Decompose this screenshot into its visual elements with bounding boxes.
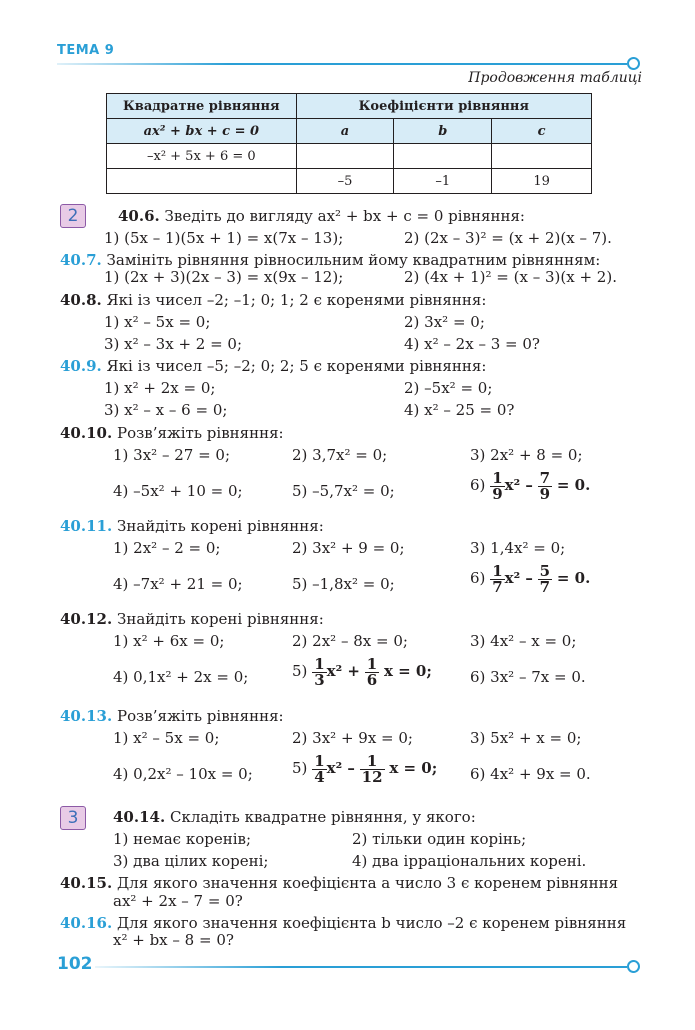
problem-40-12 bbox=[60, 610, 324, 628]
problem-40-11-item-1: 1) 2x² – 2 = 0; bbox=[113, 539, 221, 557]
fraction bbox=[365, 654, 379, 689]
problem-number: 40.13. bbox=[60, 707, 113, 725]
problem-40-14-item-3: 3) два цілих корені; bbox=[113, 852, 269, 870]
problem-text: Замініть рівняння рівносильним йому квадратним рівнянням: bbox=[106, 251, 601, 269]
fraction bbox=[538, 468, 552, 503]
problem-40-13-item-4: 4) 0,2x² – 10x = 0; bbox=[113, 765, 253, 783]
denominator: 3 bbox=[314, 670, 325, 689]
fraction bbox=[490, 561, 504, 596]
problem-40-10-item-5: 5) –5,7x² = 0; bbox=[292, 482, 395, 500]
problem-40-10 bbox=[60, 424, 284, 442]
problem-text: Для якого значення коефіцієнта a число 3 є коренем рівняння bbox=[116, 874, 619, 892]
problem-40-13-item-3: 3) 5x² + x = 0; bbox=[470, 729, 582, 747]
problem-40-6-item-2: 2) (2x – 3)² = (x + 2)(x – 7). bbox=[404, 229, 612, 247]
problem-40-8-item-2: 2) 3x² = 0; bbox=[404, 313, 485, 331]
problem-40-11-item-3: 3) 1,4x² = 0; bbox=[470, 539, 566, 557]
problem-number: 40.14. bbox=[113, 808, 166, 826]
problem-40-7 bbox=[60, 251, 600, 269]
problem-number: 40.15. bbox=[60, 874, 113, 892]
table-cell bbox=[296, 144, 394, 169]
problem-40-14-item-4: 4) два ірраціональних корені. bbox=[352, 852, 587, 870]
expression: x² – bbox=[504, 569, 533, 587]
problem-number: 40.12. bbox=[60, 610, 113, 628]
problem-40-10-item-4: 4) –5x² + 10 = 0; bbox=[113, 482, 243, 500]
theme-label: ТЕМА 9 bbox=[57, 43, 115, 58]
table-cell: b bbox=[394, 119, 492, 144]
problem-text: Зведіть до вигляду ax² + bx + c = 0 рівняння: bbox=[164, 207, 525, 225]
denominator: 7 bbox=[492, 577, 503, 596]
problem-text: Які із чисел –2; –1; 0; 1; 2 є коренями рівняння: bbox=[106, 291, 487, 309]
table-cell bbox=[107, 169, 297, 194]
numerator: 1 bbox=[314, 654, 325, 673]
problem-40-9-item-1: 1) x² + 2x = 0; bbox=[104, 379, 216, 397]
expression: x² – bbox=[504, 476, 533, 494]
problem-40-7-item-1: 1) (2x + 3)(2x – 3) = x(9x – 12); bbox=[104, 268, 344, 286]
problem-40-16 bbox=[60, 914, 626, 932]
problem-40-14-item-2: 2) тільки один корінь; bbox=[352, 830, 527, 848]
numerator: 1 bbox=[360, 754, 385, 770]
expression: x = 0; bbox=[389, 759, 438, 777]
problem-40-12-item-2: 2) 2x² – 8x = 0; bbox=[292, 632, 408, 650]
table-cell: –x² + 5x + 6 = 0 bbox=[107, 144, 297, 169]
level-3-icon: 3 bbox=[60, 806, 86, 830]
problem-40-10-item-1: 1) 3x² – 27 = 0; bbox=[113, 446, 231, 464]
top-rule bbox=[57, 63, 627, 65]
item-label: 6) bbox=[470, 569, 486, 587]
problem-40-12-item-4: 4) 0,1x² + 2x = 0; bbox=[113, 668, 249, 686]
page-number: 102 bbox=[57, 954, 93, 974]
problem-40-8 bbox=[60, 291, 486, 309]
problem-40-11-item-6 bbox=[470, 563, 590, 595]
problem-40-13-item-1: 1) x² – 5x = 0; bbox=[113, 729, 220, 747]
numerator: 1 bbox=[314, 751, 325, 770]
problem-40-13 bbox=[60, 707, 284, 725]
table-cell bbox=[492, 144, 592, 169]
problem-40-13-item-2: 2) 3x² + 9x = 0; bbox=[292, 729, 413, 747]
problem-40-13-item-5 bbox=[292, 753, 437, 785]
problem-text: Які із чисел –5; –2; 0; 2; 5 є коренями рівняння: bbox=[106, 357, 487, 375]
problem-number: 40.9. bbox=[60, 357, 102, 375]
fraction bbox=[360, 751, 385, 786]
problem-40-15 bbox=[60, 874, 618, 892]
table-header-coefficients: Коефіцієнти рівняння bbox=[296, 94, 591, 119]
top-rule-circle bbox=[627, 57, 640, 70]
problem-40-9-item-2: 2) –5x² = 0; bbox=[404, 379, 493, 397]
table-cell: –5 bbox=[296, 169, 394, 194]
problem-40-15-line-2: ax² + 2x – 7 = 0? bbox=[113, 892, 243, 910]
table-cell: ax² + bx + c = 0 bbox=[107, 119, 297, 144]
problem-text: Знайдіть корені рівняння: bbox=[116, 517, 324, 535]
problem-number: 40.6. bbox=[118, 207, 160, 225]
numerator: 7 bbox=[539, 468, 551, 487]
problem-number: 40.16. bbox=[60, 914, 113, 932]
fraction bbox=[312, 751, 326, 786]
problem-number: 40.10. bbox=[60, 424, 113, 442]
problem-text: Складіть квадратне рівняння, у якого: bbox=[169, 808, 476, 826]
problem-40-10-item-2: 2) 3,7x² = 0; bbox=[292, 446, 388, 464]
problem-40-10-item-3: 3) 2x² + 8 = 0; bbox=[470, 446, 583, 464]
problem-40-12-item-3: 3) 4x² – x = 0; bbox=[470, 632, 577, 650]
numerator: 1 bbox=[492, 561, 503, 580]
problem-40-8-item-3: 3) x² – 3x + 2 = 0; bbox=[104, 335, 243, 353]
problem-number: 40.8. bbox=[60, 291, 102, 309]
problem-40-14-item-1: 1) немає коренів; bbox=[113, 830, 251, 848]
expression: x² – bbox=[326, 759, 355, 777]
expression: = 0. bbox=[556, 569, 591, 587]
level-2-icon: 2 bbox=[60, 204, 86, 228]
problem-40-9-item-3: 3) x² – x – 6 = 0; bbox=[104, 401, 228, 419]
problem-40-11-item-5: 5) –1,8x² = 0; bbox=[292, 575, 395, 593]
problem-number: 40.11. bbox=[60, 517, 113, 535]
problem-40-7-item-2: 2) (4x + 1)² = (x – 3)(x + 2). bbox=[404, 268, 617, 286]
problem-40-9-item-4: 4) x² – 25 = 0? bbox=[404, 401, 515, 419]
table-cell: a bbox=[296, 119, 394, 144]
expression: x = 0; bbox=[383, 662, 432, 680]
continuation-caption: Продовження таблиці bbox=[468, 70, 642, 86]
item-label: 6) bbox=[470, 476, 486, 494]
problem-40-8-item-1: 1) x² – 5x = 0; bbox=[104, 313, 211, 331]
numerator: 1 bbox=[492, 468, 503, 487]
problem-text: Розв’яжіть рівняння: bbox=[116, 424, 284, 442]
problem-40-12-item-6: 6) 3x² – 7x = 0. bbox=[470, 668, 586, 686]
fraction bbox=[490, 468, 504, 503]
problem-40-12-item-5 bbox=[292, 656, 432, 688]
table-cell: 19 bbox=[492, 169, 592, 194]
problem-40-11 bbox=[60, 517, 324, 535]
denominator: 4 bbox=[314, 767, 325, 786]
problem-40-10-item-6 bbox=[470, 470, 590, 502]
problem-40-8-item-4: 4) x² – 2x – 3 = 0? bbox=[404, 335, 540, 353]
problem-40-12-item-1: 1) x² + 6x = 0; bbox=[113, 632, 225, 650]
coefficients-table bbox=[106, 93, 592, 194]
problem-text: Знайдіть корені рівняння: bbox=[116, 610, 324, 628]
numerator: 1 bbox=[366, 654, 378, 673]
problem-40-11-item-2: 2) 3x² + 9 = 0; bbox=[292, 539, 405, 557]
problem-number: 40.7. bbox=[60, 251, 102, 269]
denominator: 7 bbox=[539, 577, 551, 596]
expression: = 0. bbox=[556, 476, 591, 494]
table-header-equation: Квадратне рівняння bbox=[107, 94, 297, 119]
problem-40-16-line-2: x² + bx – 8 = 0? bbox=[113, 931, 234, 949]
item-label: 5) bbox=[292, 662, 308, 680]
table-cell bbox=[394, 144, 492, 169]
problem-text: Для якого значення коефіцієнта b число –2 є коренем рівняння bbox=[116, 914, 627, 932]
item-label: 5) bbox=[292, 759, 308, 777]
problem-40-14 bbox=[113, 808, 476, 826]
problem-40-11-item-4: 4) –7x² + 21 = 0; bbox=[113, 575, 243, 593]
table-cell: –1 bbox=[394, 169, 492, 194]
expression: x² + bbox=[326, 662, 360, 680]
bottom-rule-circle bbox=[627, 960, 640, 973]
denominator: 9 bbox=[492, 484, 503, 503]
numerator: 5 bbox=[539, 561, 551, 580]
denominator: 12 bbox=[361, 767, 383, 786]
problem-40-13-item-6: 6) 4x² + 9x = 0. bbox=[470, 765, 591, 783]
problem-40-9 bbox=[60, 357, 486, 375]
denominator: 9 bbox=[539, 484, 551, 503]
problem-40-6-item-1: 1) (5x – 1)(5x + 1) = x(7x – 13); bbox=[104, 229, 344, 247]
fraction bbox=[538, 561, 552, 596]
bottom-rule bbox=[95, 966, 627, 968]
fraction bbox=[312, 654, 326, 689]
problem-40-6 bbox=[118, 207, 525, 225]
table-cell: c bbox=[492, 119, 592, 144]
denominator: 6 bbox=[366, 670, 378, 689]
problem-text: Розв’яжіть рівняння: bbox=[116, 707, 284, 725]
